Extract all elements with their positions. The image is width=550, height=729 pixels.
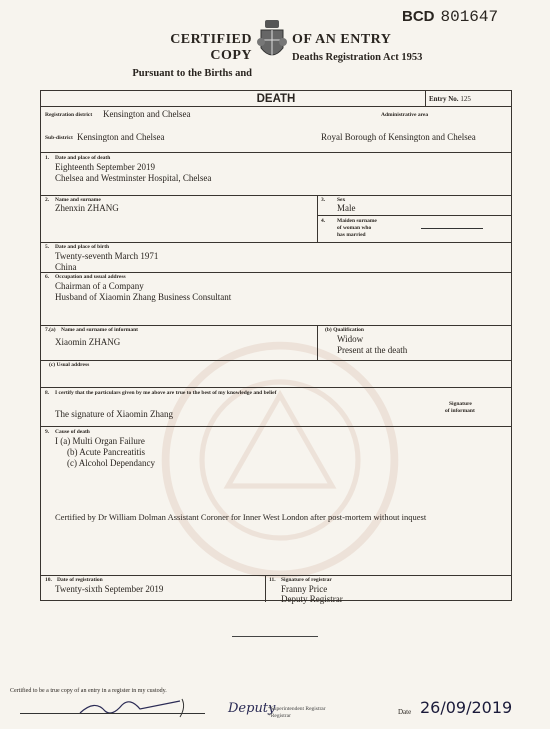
registration-district-label: Registration district: [45, 112, 93, 118]
role-registrar: *Registrar: [268, 713, 291, 719]
divider: [41, 426, 511, 427]
cause-of-death-a: I (a) Multi Organ Failure: [55, 436, 145, 446]
field-11-label: Signature of registrar: [281, 577, 332, 583]
field-9-number: 9.: [45, 429, 50, 435]
field-7a-number: 7.(a): [45, 327, 56, 333]
registrar-title: Deputy Registrar: [281, 594, 343, 604]
field-7c-label: (c) Usual address: [49, 362, 90, 368]
field-5-number: 5.: [45, 244, 50, 250]
administrative-area-value: Royal Borough of Kensington and Chelsea: [321, 132, 476, 142]
deputy-signature: Deputy: [228, 701, 276, 716]
field-7a-label: Name and surname of informant: [61, 327, 138, 333]
field-1-label: Date and place of death: [55, 155, 111, 161]
serial-number: [402, 8, 498, 26]
field-7b-label: (b) Qualification: [325, 327, 364, 333]
maiden-name-blank: [421, 228, 483, 229]
royal-crest-icon: [257, 18, 287, 64]
field-5-label: Date and place of birth: [55, 244, 110, 250]
registration-date: Twenty-sixth September 2019: [55, 584, 164, 594]
field-6-number: 6.: [45, 274, 50, 280]
divider: [317, 195, 318, 242]
informant-presence: Present at the death: [337, 345, 408, 355]
deceased-sex: Male: [337, 203, 356, 213]
field-4-number: 4.: [321, 218, 326, 224]
field-3-number: 3.: [321, 197, 326, 203]
divider: [41, 242, 511, 243]
registrar-name: Franny Price: [281, 584, 328, 594]
cause-of-death-b: (b) Acute Pancreatitis: [67, 447, 145, 457]
administrative-area-label: Administrative area: [381, 112, 429, 118]
field-9-label: Cause of death: [55, 429, 90, 435]
field-2-number: 2.: [45, 197, 50, 203]
field-11-number: 11.: [269, 577, 276, 583]
field-6-label: Occupation and usual address: [55, 274, 126, 280]
divider: [41, 152, 511, 153]
informant-signature-label-1: Signature: [449, 401, 472, 407]
of-an-entry-title: OF AN ENTRY: [292, 32, 392, 47]
informant-name: Xiaomin ZHANG: [55, 337, 121, 347]
informant-signature-label-2: of informant: [445, 408, 475, 414]
death-place: Chelsea and Westminster Hospital, Chelsea: [55, 173, 212, 183]
divider: [265, 575, 266, 602]
death-date: Eighteenth September 2019: [55, 162, 155, 172]
sub-district-value: Kensington and Chelsea: [77, 132, 165, 142]
serial-digits: 801647: [440, 8, 499, 26]
divider: [41, 387, 511, 388]
divider: [41, 272, 511, 273]
act-text: Deaths Registration Act 1953: [292, 52, 423, 63]
death-entry-form: [40, 90, 512, 604]
field-4-label-line-3: has married: [337, 232, 366, 238]
divider: [41, 195, 511, 196]
occupation-detail: Husband of Xiaomin Zhang Business Consultant: [55, 292, 232, 302]
true-copy-statement: Certified to be a true copy of an entry in a register in my custody.: [10, 688, 167, 694]
field-1-number: 1.: [45, 155, 50, 161]
divider: [41, 325, 511, 326]
divider: [425, 91, 426, 106]
deceased-name: Zhenxin ZHANG: [55, 203, 119, 213]
field-8-label: I certify that the particulars given by me above are true to the best of my knowledge and belief: [55, 390, 277, 396]
divider: [41, 360, 511, 361]
certification-statement: Certified by Dr William Dolman Assistant Coroner for Inner West London after post-mortem without inquest: [55, 512, 427, 522]
cause-of-death-c: (c) Alcohol Dependancy: [67, 458, 155, 468]
role-superintendent: *Superintendent Registrar: [268, 706, 326, 712]
registration-district-value: Kensington and Chelsea: [103, 109, 191, 119]
pursuant-text: Pursuant to the Births and: [132, 68, 252, 79]
certificate-heading-right: [292, 32, 492, 63]
certificate-heading-left: [130, 32, 252, 79]
field-10-label: Date of registration: [57, 577, 103, 583]
field-10-number: 10.: [45, 577, 52, 583]
birth-date: Twenty-seventh March 1971: [55, 251, 159, 261]
entry-number: Entry No. 125: [429, 95, 471, 103]
field-8-number: 8.: [45, 390, 50, 396]
informant-signature: The signature of Xiaomin Zhang: [55, 409, 173, 419]
form-title: DEATH: [256, 93, 296, 105]
field-4-label-line-1: Maiden surname: [337, 218, 377, 224]
field-3-label: Sex: [337, 197, 346, 203]
separator-line: [232, 636, 318, 637]
divider: [41, 106, 511, 107]
certificate-date: 26/09/2019: [420, 698, 513, 717]
official-signature-icon: [70, 695, 190, 719]
birth-place: China: [55, 262, 77, 272]
sub-district-label: Sub-district: [45, 135, 73, 141]
divider: [317, 325, 318, 360]
informant-qualification: Widow: [337, 334, 364, 344]
serial-prefix: BCD: [402, 8, 435, 25]
signature-line: [20, 713, 205, 714]
occupation: Chairman of a Company: [55, 281, 144, 291]
divider: [317, 215, 511, 216]
date-label: Date: [398, 708, 412, 716]
registrar-roles: [268, 706, 326, 720]
field-2-label: Name and surname: [55, 197, 101, 203]
divider: [41, 575, 511, 576]
field-4-label-line-2: of woman who: [337, 225, 372, 231]
certified-copy-title: CERTIFIED COPY: [170, 32, 252, 63]
